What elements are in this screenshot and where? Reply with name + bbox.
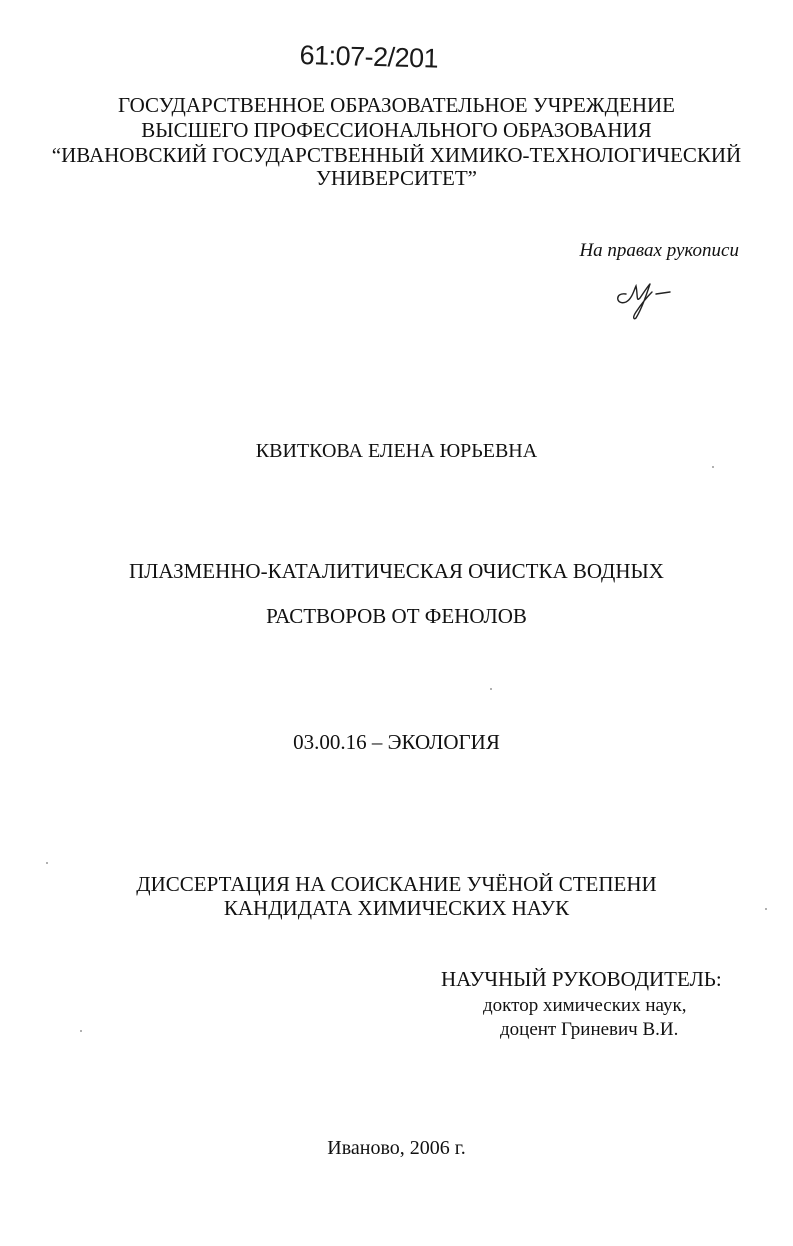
supervisor-name: доцент Гриневич В.И. xyxy=(500,1019,679,1040)
scan-speck xyxy=(46,862,48,864)
institution-line-4: УНИВЕРСИТЕТ” xyxy=(316,166,477,190)
author-name: КВИТКОВА ЕЛЕНА ЮРЬЕВНА xyxy=(255,440,538,462)
handwritten-signature xyxy=(612,272,682,322)
title-line-2: РАСТВОРОВ ОТ ФЕНОЛОВ xyxy=(266,604,527,628)
title-line-1: ПЛАЗМЕННО-КАТАЛИТИЧЕСКАЯ ОЧИСТКА ВОДНЫХ xyxy=(129,559,664,583)
specialty: 03.00.16 – ЭКОЛОГИЯ xyxy=(293,730,500,754)
scan-speck xyxy=(712,466,714,468)
manuscript-rights-note: На правах рукописи xyxy=(579,240,739,261)
dissertation-line-2: КАНДИДАТА ХИМИЧЕСКИХ НАУК xyxy=(223,896,570,920)
institution-line-3: “ИВАНОВСКИЙ ГОСУДАРСТВЕННЫЙ ХИМИКО-ТЕХНОЛОГИЧЕСКИЙ xyxy=(51,143,742,167)
supervisor-label: НАУЧНЫЙ РУКОВОДИТЕЛЬ: xyxy=(441,967,722,991)
scan-speck xyxy=(765,908,767,910)
place-and-year: Иваново, 2006 г. xyxy=(327,1137,466,1159)
institution-line-2: ВЫСШЕГО ПРОФЕССИОНАЛЬНОГО ОБРАЗОВАНИЯ xyxy=(141,118,652,142)
scan-speck xyxy=(80,1030,82,1032)
institution-line-1: ГОСУДАРСТВЕННОЕ ОБРАЗОВАТЕЛЬНОЕ УЧРЕЖДЕНИЕ xyxy=(118,93,675,117)
dissertation-line-1: ДИССЕРТАЦИЯ НА СОИСКАНИЕ УЧЁНОЙ СТЕПЕНИ xyxy=(136,872,657,896)
archive-stamp-code: 61:07-2/201 xyxy=(299,40,439,74)
scan-speck xyxy=(490,688,492,690)
supervisor-degree: доктор химических наук, xyxy=(483,995,687,1016)
